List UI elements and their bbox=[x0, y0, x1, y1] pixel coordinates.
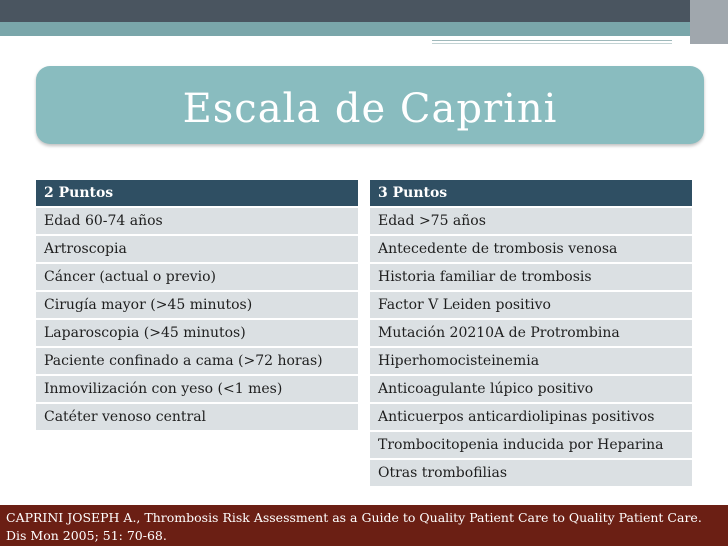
table-cell: Edad >75 años bbox=[370, 208, 692, 234]
table-header: 3 Puntos bbox=[370, 180, 692, 206]
two-points-table bbox=[36, 178, 358, 432]
table-row bbox=[370, 292, 692, 318]
table-row bbox=[36, 208, 358, 234]
citation-footer: CAPRINI JOSEPH A., Thrombosis Risk Assessment as a Guide to Quality Patient Care to Quality Patient Care. Dis Mon 2005; 51: 70-68. bbox=[0, 505, 728, 546]
table-cell: Inmovilización con yeso (<1 mes) bbox=[36, 376, 358, 402]
table-row bbox=[36, 264, 358, 290]
table-cell: Anticuerpos anticardiolipinas positivos bbox=[370, 404, 692, 430]
table-cell: Factor V Leiden positivo bbox=[370, 292, 692, 318]
top-accent-band bbox=[0, 22, 728, 36]
top-banner bbox=[0, 0, 728, 22]
table-row bbox=[36, 348, 358, 374]
table-row bbox=[370, 376, 692, 402]
table-row bbox=[36, 376, 358, 402]
table-row bbox=[36, 404, 358, 430]
slide-title: Escala de Caprini bbox=[182, 86, 558, 132]
title-banner bbox=[36, 66, 704, 144]
table-row bbox=[370, 432, 692, 458]
table-cell: Hiperhomocisteinemia bbox=[370, 348, 692, 374]
table-row bbox=[370, 404, 692, 430]
table-row bbox=[370, 460, 692, 486]
table-cell: Antecedente de trombosis venosa bbox=[370, 236, 692, 262]
table-row bbox=[370, 208, 692, 234]
table-cell: Artroscopia bbox=[36, 236, 358, 262]
table-row bbox=[36, 320, 358, 346]
table-row bbox=[36, 292, 358, 318]
table-cell: Historia familiar de trombosis bbox=[370, 264, 692, 290]
table-cell: Catéter venoso central bbox=[36, 404, 358, 430]
table-row bbox=[370, 264, 692, 290]
table-cell: Otras trombofilias bbox=[370, 460, 692, 486]
table-header: 2 Puntos bbox=[36, 180, 358, 206]
table-cell: Paciente confinado a cama (>72 horas) bbox=[36, 348, 358, 374]
table-cell: Cirugía mayor (>45 minutos) bbox=[36, 292, 358, 318]
table-row bbox=[36, 236, 358, 262]
table-cell: Laparoscopia (>45 minutos) bbox=[36, 320, 358, 346]
table-row bbox=[370, 348, 692, 374]
table-cell: Mutación 20210A de Protrombina bbox=[370, 320, 692, 346]
decorative-line bbox=[432, 40, 672, 41]
top-divider bbox=[0, 36, 728, 39]
table-cell: Trombocitopenia inducida por Heparina bbox=[370, 432, 692, 458]
table-cell: Cáncer (actual o previo) bbox=[36, 264, 358, 290]
decorative-line bbox=[432, 43, 672, 44]
three-points-table bbox=[370, 178, 692, 488]
corner-decoration bbox=[690, 0, 728, 44]
table-cell: Anticoagulante lúpico positivo bbox=[370, 376, 692, 402]
table-row bbox=[370, 236, 692, 262]
table-cell: Edad 60-74 años bbox=[36, 208, 358, 234]
table-row bbox=[370, 320, 692, 346]
